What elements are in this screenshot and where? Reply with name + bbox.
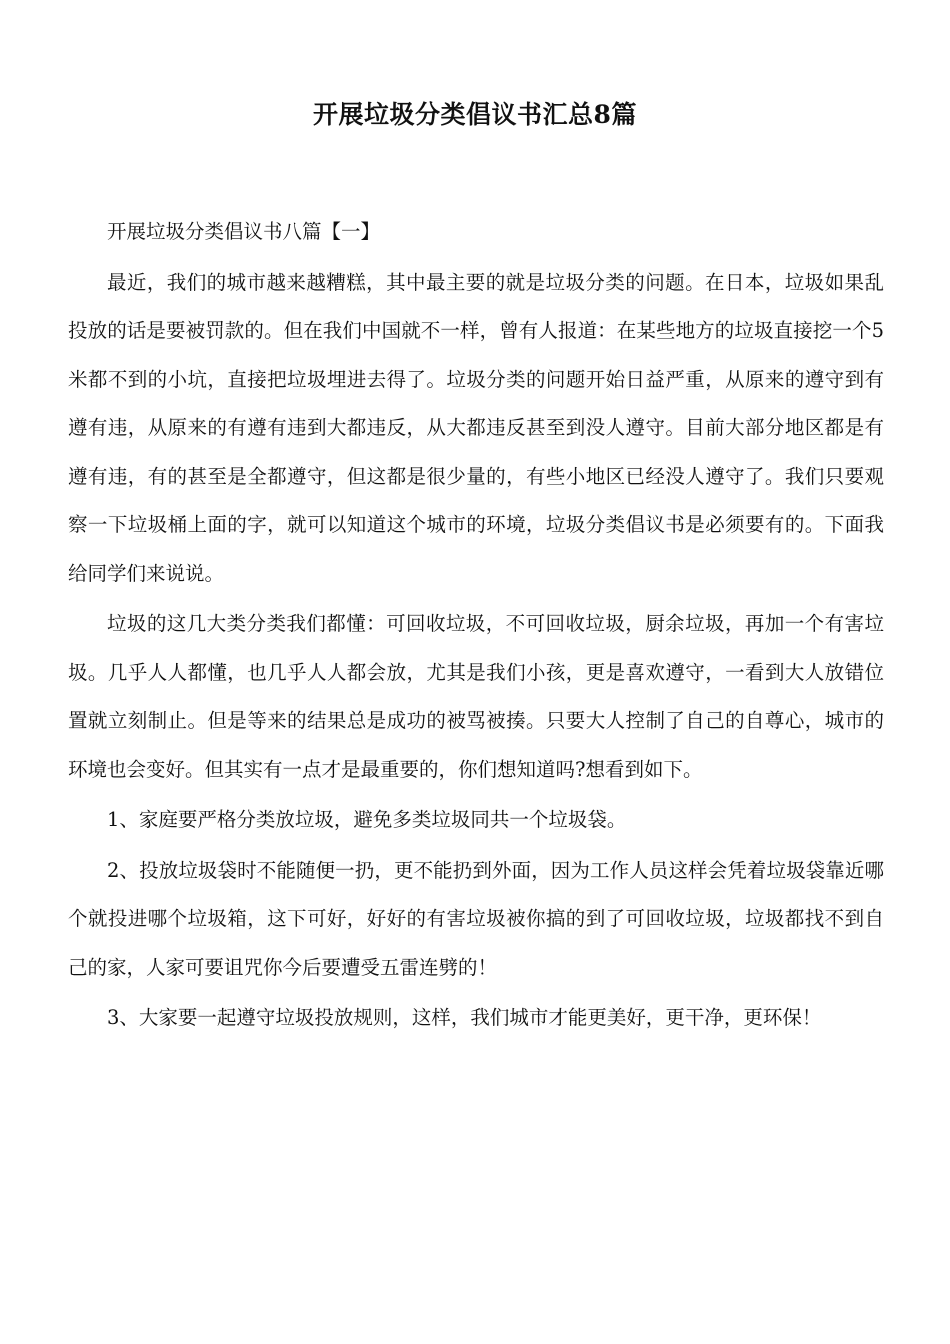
list-item-3: 3、大家要一起遵守垃圾投放规则，这样，我们城市才能更美好，更干净，更环保！ <box>107 1006 822 1029</box>
paragraph-intro: 最近，我们的城市越来越糟糕，其中最主要的就是垃圾分类的问题。在日本，垃圾如果乱投放的话是要被罚款的。但在我们中国就不一样，曾有人报道：在某些地方的垃圾直接挖一个5米都不到的小坑，直接把垃圾埋进去得了。垃圾分类的问题开始日益严重，从原来的遵守到有遵有违，从原来的有遵有违到大都违反，从大都违反甚至到没人遵守。目前大部分地区都是有遵有违，有的甚至是全都遵守，但这都是很少量的，有些小地区已经没人遵守了。我们只要观察一下垃圾桶上面的字，就可以知道这个城市的环境，垃圾分类倡议书是必须要有的。下面我给同学们来说说。 <box>68 270 884 585</box>
document-title: 开展垃圾分类倡议书汇总8篇 <box>313 100 637 129</box>
document-body <box>68 208 884 1045</box>
paragraph-categories: 垃圾的这几大类分类我们都懂：可回收垃圾，不可回收垃圾，厨余垃圾，再加一个有害垃圾。几乎人人都懂，也几乎人人都会放，尤其是我们小孩，更是喜欢遵守，一看到大人放错位置就立刻制止。但是等来的结果总是成功的被骂被揍。只要大人控制了自己的自尊心，城市的环境也会变好。但其实有一点才是最重要的，你们想知道吗?想看到如下。 <box>68 612 884 781</box>
list-item-1: 1、家庭要严格分类放垃圾，避免多类垃圾同共一个垃圾袋。 <box>107 808 627 831</box>
section-heading: 开展垃圾分类倡议书八篇【一】 <box>107 220 381 243</box>
list-item-2: 2、投放垃圾袋时不能随便一扔，更不能扔到外面，因为工作人员这样会凭着垃圾袋靠近哪个就投进哪个垃圾箱，这下可好，好好的有害垃圾被你搞的到了可回收垃圾，垃圾都找不到自己的家，人家可要诅咒你今后要遭受五雷连劈的！ <box>68 858 884 979</box>
